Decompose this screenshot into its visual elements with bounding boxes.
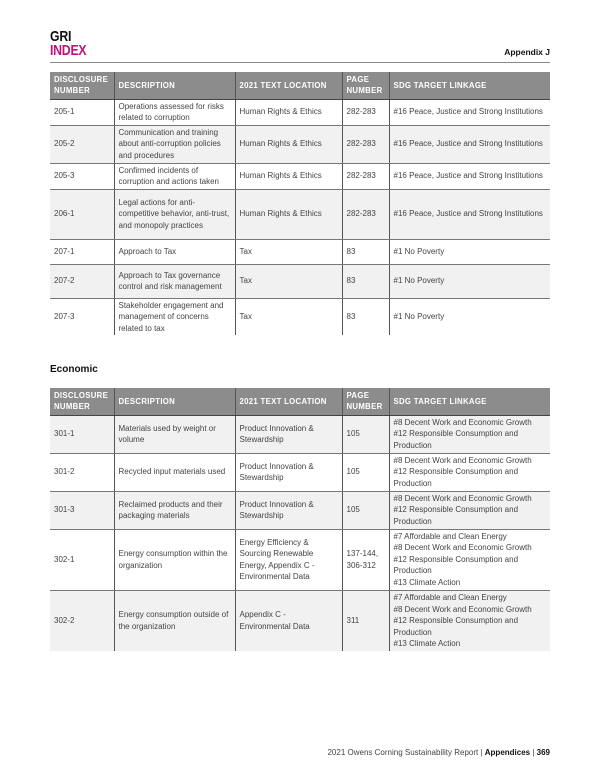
sdg-line: #8 Decent Work and Economic Growth bbox=[393, 604, 532, 614]
col-location: 2021 TEXT LOCATION bbox=[235, 72, 342, 99]
table-row bbox=[50, 415, 550, 453]
col-sdg: SDG TARGET LINKAGE bbox=[389, 72, 550, 99]
col-disclosure: DISCLOSURE NUMBER bbox=[50, 72, 114, 99]
cell-desc: Energy consumption outside of the organization bbox=[114, 590, 235, 651]
cell-page: 282-283 bbox=[342, 125, 389, 163]
header-divider bbox=[50, 62, 550, 63]
sdg-line: #12 Responsible Consumption and Production bbox=[393, 616, 519, 637]
cell-desc: Legal actions for anti-competitive behavior, anti-trust, and monopoly practices bbox=[114, 189, 235, 239]
sdg-line: #7 Affordable and Clean Energy bbox=[393, 531, 507, 541]
sdg-line: #8 Decent Work and Economic Growth bbox=[393, 417, 532, 427]
cell-loc: Tax bbox=[235, 239, 342, 264]
cell-loc: Energy Efficiency & Sourcing Renewable Energy, Appendix C - Environmental Data bbox=[235, 529, 342, 590]
cell-page: 137-144, 306-312 bbox=[342, 529, 389, 590]
cell-num: 205-2 bbox=[50, 125, 114, 163]
cell-sdg: #16 Peace, Justice and Strong Institutions bbox=[389, 99, 550, 125]
cell-desc: Materials used by weight or volume bbox=[114, 415, 235, 453]
table-row bbox=[50, 529, 550, 590]
section-title-economic: Economic bbox=[50, 364, 98, 375]
page-title-index: INDEX bbox=[50, 42, 87, 59]
sdg-line: #8 Decent Work and Economic Growth bbox=[393, 455, 532, 465]
sdg-line: #8 Decent Work and Economic Growth bbox=[393, 543, 532, 553]
table-row bbox=[50, 189, 550, 239]
cell-sdg: #16 Peace, Justice and Strong Institutions bbox=[389, 189, 550, 239]
sdg-line: #13 Climate Action bbox=[393, 639, 461, 648]
cell-page: 105 bbox=[342, 415, 389, 453]
cell-page: 105 bbox=[342, 491, 389, 529]
cell-num: 207-3 bbox=[54, 312, 75, 321]
cell-desc: Communication and training about anti-corruption policies and procedures bbox=[114, 125, 235, 163]
footer-separator: | bbox=[530, 748, 537, 757]
cell-loc: Human Rights & Ethics bbox=[235, 125, 342, 163]
cell-sdg bbox=[389, 590, 550, 651]
cell-page: 311 bbox=[342, 590, 389, 651]
cell-loc: Product Innovation & Stewardship bbox=[235, 491, 342, 529]
table-row bbox=[50, 590, 550, 651]
sdg-line: #12 Responsible Consumption and Production bbox=[393, 554, 519, 576]
cell-page: 105 bbox=[342, 453, 389, 491]
col-sdg: SDG TARGET LINKAGE bbox=[389, 388, 550, 415]
cell-page: 282-283 bbox=[342, 99, 389, 125]
sdg-line: #12 Responsible Consumption and Production bbox=[393, 467, 519, 488]
cell-loc: Appendix C - Environmental Data bbox=[235, 590, 342, 651]
cell-desc: Approach to Tax bbox=[114, 239, 235, 264]
cell-desc: Stakeholder engagement and management of concerns related to tax bbox=[114, 298, 235, 335]
sdg-line: #12 Responsible Consumption and Production bbox=[393, 429, 519, 450]
cell-num: 207-2 bbox=[50, 264, 114, 298]
cell-num: 301-3 bbox=[50, 491, 114, 529]
table-row bbox=[50, 99, 550, 125]
cell-desc: Operations assessed for risks related to corruption bbox=[114, 99, 235, 125]
cell-page: 282-283 bbox=[342, 189, 389, 239]
cell-desc: Confirmed incidents of corruption and actions taken bbox=[114, 163, 235, 189]
footer-section: Appendices bbox=[484, 748, 531, 757]
table-row bbox=[50, 125, 550, 163]
cell-sdg: #16 Peace, Justice and Strong Institutions bbox=[389, 163, 550, 189]
cell-sdg: #1 No Poverty bbox=[389, 298, 550, 335]
sdg-line: #12 Responsible Consumption and Production bbox=[393, 505, 519, 526]
cell-page: 282-283 bbox=[342, 163, 389, 189]
cell-loc: Tax bbox=[235, 298, 342, 335]
table-header-row bbox=[50, 72, 550, 99]
col-description: DESCRIPTION bbox=[114, 72, 235, 99]
gri-table-economic bbox=[50, 388, 550, 651]
cell-sdg bbox=[389, 529, 550, 590]
col-location: 2021 TEXT LOCATION bbox=[235, 388, 342, 415]
cell-loc: Human Rights & Ethics bbox=[235, 189, 342, 239]
table-row bbox=[50, 239, 550, 264]
table-row bbox=[50, 491, 550, 529]
page-title-gri: GRI bbox=[50, 28, 72, 45]
sdg-line: #13 Climate Action bbox=[393, 577, 461, 587]
page-footer bbox=[327, 748, 550, 757]
cell-num: 206-1 bbox=[50, 189, 114, 239]
gri-table-governance bbox=[50, 72, 550, 335]
cell-loc: Product Innovation & Stewardship bbox=[235, 415, 342, 453]
cell-num: 302-2 bbox=[50, 590, 114, 651]
cell-num: 207-1 bbox=[50, 239, 114, 264]
cell-loc: Human Rights & Ethics bbox=[235, 99, 342, 125]
col-disclosure: DISCLOSURE NUMBER bbox=[50, 388, 114, 415]
cell-num: 205-3 bbox=[50, 163, 114, 189]
cell-page: 83 bbox=[342, 298, 389, 335]
cell-desc: Approach to Tax governance control and risk management bbox=[114, 264, 235, 298]
cell-loc: Human Rights & Ethics bbox=[235, 163, 342, 189]
cell-page: 83 bbox=[342, 239, 389, 264]
appendix-label: Appendix J bbox=[504, 47, 550, 57]
sdg-line: #8 Decent Work and Economic Growth bbox=[393, 493, 532, 503]
table-row bbox=[50, 264, 550, 298]
cell-sdg: #1 No Poverty bbox=[389, 239, 550, 264]
footer-page-number: 369 bbox=[536, 748, 550, 757]
cell-num: 205-1 bbox=[50, 99, 114, 125]
col-page: PAGE NUMBER bbox=[342, 72, 389, 99]
table-row bbox=[50, 298, 550, 335]
table-row bbox=[50, 163, 550, 189]
table-row bbox=[50, 453, 550, 491]
cell-desc: Reclaimed products and their packaging materials bbox=[114, 491, 235, 529]
col-page: PAGE NUMBER bbox=[342, 388, 389, 415]
cell-page: 83 bbox=[342, 264, 389, 298]
col-description: DESCRIPTION bbox=[114, 388, 235, 415]
table-header-row bbox=[50, 388, 550, 415]
cell-sdg: #16 Peace, Justice and Strong Institutions bbox=[389, 125, 550, 163]
cell-num: 302-1 bbox=[50, 529, 114, 590]
cell-sdg bbox=[389, 453, 550, 491]
cell-desc: Recycled input materials used bbox=[114, 453, 235, 491]
cell-sdg: #1 No Poverty bbox=[389, 264, 550, 298]
cell-sdg bbox=[389, 491, 550, 529]
cell-sdg bbox=[389, 415, 550, 453]
sdg-line: #7 Affordable and Clean Energy bbox=[393, 593, 507, 602]
cell-num: 301-2 bbox=[50, 453, 114, 491]
footer-report-title: 2021 Owens Corning Sustainability Report | bbox=[327, 748, 485, 757]
cell-loc: Tax bbox=[235, 264, 342, 298]
cell-loc: Product Innovation & Stewardship bbox=[235, 453, 342, 491]
cell-desc: Energy consumption within the organization bbox=[114, 529, 235, 590]
cell-num: 301-1 bbox=[50, 415, 114, 453]
